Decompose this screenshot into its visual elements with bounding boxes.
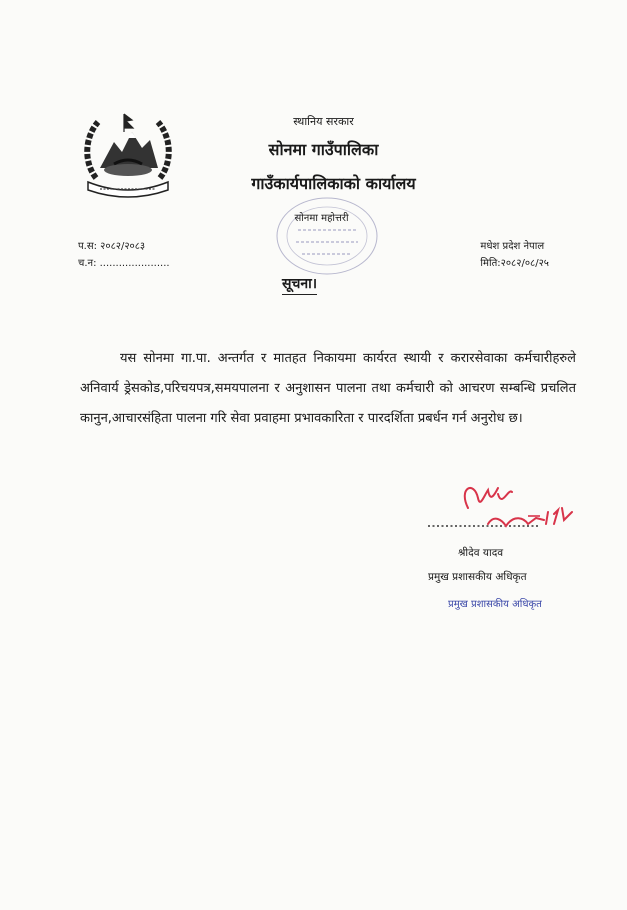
notice-title: सूचना। xyxy=(282,274,317,295)
notice-body: यस सोनमा गा.पा. अन्तर्गत र मातहत निकायमा कार्यरत स्थायी र करारसेवाका कर्मचारीहरुले अनिवार्य ड्रेसकोड,परिचयपत्र,समयपालना र अनुशासन पालना तथा कर्मचारी को आचरण सम्बन्धि प्रचलित कानुन,आचारसंहिता पालना गरि सेवा प्रवाहमा प्रभावकारिता र पारदर्शिता प्रबर्धन गर्न अनुरोध छ। xyxy=(80,351,576,426)
signatory-designation: प्रमुख प्रशासकीय अधिकृत xyxy=(428,571,527,583)
reference-block xyxy=(78,238,170,272)
header-office-name: गाउँकार्यपालिकाको कार्यालय xyxy=(251,174,416,193)
reference-number: प.स: २०८२/२०८३ xyxy=(78,241,146,252)
dispatch-number: च.न: ...................... xyxy=(78,258,170,269)
notice-date: मिति:२०८२/०८/२५ xyxy=(480,258,549,269)
header-location: सोनमा महोत्तरी xyxy=(294,213,349,224)
header-local-government: स्थानिय सरकार xyxy=(293,115,354,128)
designation-stamp: प्रमुख प्रशासकीय अधिकृत xyxy=(448,599,542,610)
header-municipality-name: सोनमा गाउँपालिका xyxy=(268,140,379,159)
date-block xyxy=(480,238,549,272)
office-seal-icon xyxy=(268,190,386,280)
province-label: मधेश प्रदेश नेपाल xyxy=(480,241,545,252)
signatory-name: श्रीदेव यादव xyxy=(458,547,504,559)
handwritten-signature xyxy=(428,468,608,538)
